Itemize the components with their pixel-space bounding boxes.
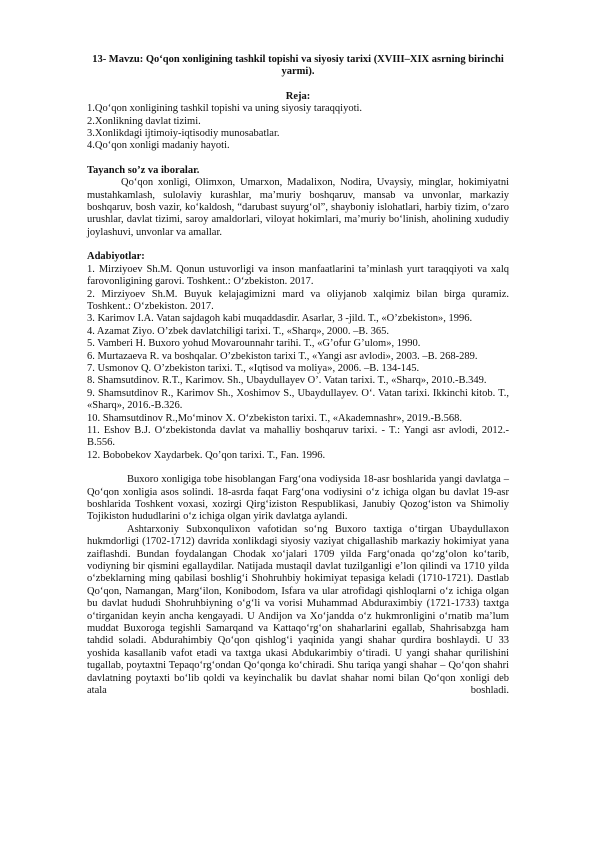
plan-item: 2.Xonlikning davlat tizimi. bbox=[87, 115, 201, 127]
literature-item: 7. Usmonov Q. O’zbekiston tarixi. T., «Iqtisod va moliya», 2006. –B. 134-145. bbox=[87, 362, 420, 374]
literature-item: 12. Bobobekov Xaydarbek. Qo’qon tarixi. T., Fan. 1996. bbox=[87, 449, 326, 461]
literature-item: 2. Mirziyoev Sh.M. Buyuk kelajagimizni mard va oliyjanob xalqimiz bilan birga quramiz. Toshkent.: O‘zbekiston. 2017. bbox=[87, 288, 509, 312]
literature-item: 9. Shamsutdinov R., Karimov Sh., Xoshimov S., Ubaydullayev. O‘. Vatan tarixi. Ikkinchi kitob. T., «Sharq», 2016.-B.326. bbox=[87, 387, 509, 412]
literature-item: 11. Eshov B.J. O‘zbekistonda davlat va mahalliy boshqaruv tarixi. - T.: Yangi asr avlodi, 2012.-B.556. bbox=[87, 424, 509, 449]
body-paragraph: Ashtarxoniy Subxonqulixon vafotidan so‘ng Buxoro taxtiga o‘tirgan Ubaydullaxon hukmdorligi (1702-1712) davrida xonlikdagi siyosiy vaziyat chigallashib markaziy hokimiyat yana zaiflashdi. Bundan foydalangan Chodak xo‘jalari 1709 yilda Farg‘onada qo‘zg‘olon ko‘tarib, vodiyning bir qismini egallaydilar. Natijada mustaqil davlat tuzilganligi e’lon qilindi va 1710 yilda o‘zbeklarning ming qabilasi boshlig‘i Shohruhbiy hokimiyat tepasiga keladi (1710-1721). Dastlab Qo‘qon, Namangan, Marg‘ilon, Konibodom, Isfara va ular atrofidagi qishloqlarni o‘z ichiga olgan bu davlat hududi Shohruhbiyning o‘g‘li va vorisi Muhammad Abduraximbiy (1721-1733) taxtga o‘tirganidan keyin ancha kengayadi. U Andijon va Xo‘jandda o‘z hukmronligini o‘rnatib ma’lum muddat Buxoroga tegishli Samarqand va Kattaqo‘rg‘on shaharlarini egallab, Shahrisabzga ham tahdid soladi. Abdurahimbiy Qo‘qon qishlog‘i yaqinida yangi shahar qurdira boshlaydi. U 33 yoshida kasallanib vafot etadi va taxtga ukasi Abdukarimbiy o‘tiradi. U yangi shahar qurilishini tugallab, poytaxtni Tepaqo‘rg‘ondan Qo‘qonga ko‘chiradi. Shu tariqa yangi shahar – Qo‘qon shahri davlatning poytaxti bo‘lib qoldi va keyinchalik bu davlat shahar nomi bilan Qo‘qon xonligi deb atala boshladi. bbox=[87, 523, 509, 697]
plan-item: 4.Qo‘qon xonligi madaniy hayoti. bbox=[87, 140, 230, 152]
literature-item: 1. Mirziyoev Sh.M. Qonun ustuvorligi va inson manfaatlarini ta’minlash yurt taraqqiyoti va xalq farovonligining garovi. Toshkent.: O‘zbekiston. 2017. bbox=[87, 263, 509, 288]
literature-item: 6. Murtazaeva R. va boshqalar. O’zbekiston tarixi T., «Yangi asr avlodi», 2003. –B. 268-289. bbox=[87, 350, 478, 362]
spacer bbox=[87, 462, 509, 474]
plan-item: 3.Xonlikdagi ijtimoiy-iqtisodiy munosabatlar. bbox=[87, 128, 280, 140]
plan-item: 1.Qo‘qon xonligining tashkil topishi va uning siyosiy taraqqiyoti. bbox=[87, 103, 363, 115]
keywords-text: Qo‘qon xonligi, Olimxon, Umarxon, Madalixon, Nodira, Uvaysiy, minglar, hokimiyatni mustahkamlash, sulolaviy kurashlar, ma’muriy boshqaruv, mansab va unvonlar, markaziy boshqaruv, bosh vazir, ko‘kaldosh, “darubast suyurg‘ol”, shayboniy islohatlari, harbiy tizim, o‘zaro urushlar, davlat tizimi, saroy amaldorlari, viloyat hokimlari, ma’muriy bo‘linish, aholining xududiy joylashuvi, unvonlar va amallar. bbox=[87, 177, 509, 238]
literature-item: 4. Azamat Ziyo. O’zbek davlatchiligi tarixi. T., «Sharq», 2000. –B. 365. bbox=[87, 325, 390, 337]
literature-item: 5. Vamberi H. Buxoro yohud Movarounnahr tarihi. T., «G’ofur G’ulom», 1990. bbox=[87, 338, 421, 350]
body-paragraph: Buxoro xonligiga tobe hisoblangan Farg‘ona vodiysida 18-asr boshlarida yangi davlatga – Qo‘qon xonligia asos solindi. 18-asrda faqat Farg‘ona vodiysini o‘z ichiga olgan bu davlat 19-asr boshlarida Toshkent voxasi, xozirgi Qirg‘iziston Respublikasi, Janubiy Qozog‘iston va Shimoliy Tojikiston hududlarini o‘z ichiga olgan yirik davlatga aylandi. bbox=[87, 474, 509, 523]
literature-item: 3. Karimov I.A. Vatan sajdagoh kabi muqaddasdir. Asarlar, 3 -jild. T., «O’zbekiston», 1996. bbox=[87, 313, 473, 325]
plan-heading: Reja: bbox=[285, 90, 311, 102]
literature-heading: Adabiyotlar: bbox=[87, 251, 145, 263]
page-title: 13- Mavzu: Qo‘qon xonligining tashkil topishi va siyosiy tarixi (XVIII–XIX asrning birinchi yarmi). bbox=[92, 54, 504, 78]
document-page bbox=[87, 54, 509, 698]
literature-item: 8. Shamsutdinov. R.T., Karimov. Sh., Ubaydullayev O’. Vatan tarixi. T., «Sharq», 2010.-B.349. bbox=[87, 375, 487, 387]
literature-item: 10. Shamsutdinov R.,Mo‘minov X. O‘zbekiston tarixi. T., «Akademnashr», 2019.-B.568. bbox=[87, 412, 462, 424]
keywords-heading: Tayanch so’z va iboralar. bbox=[87, 164, 200, 176]
